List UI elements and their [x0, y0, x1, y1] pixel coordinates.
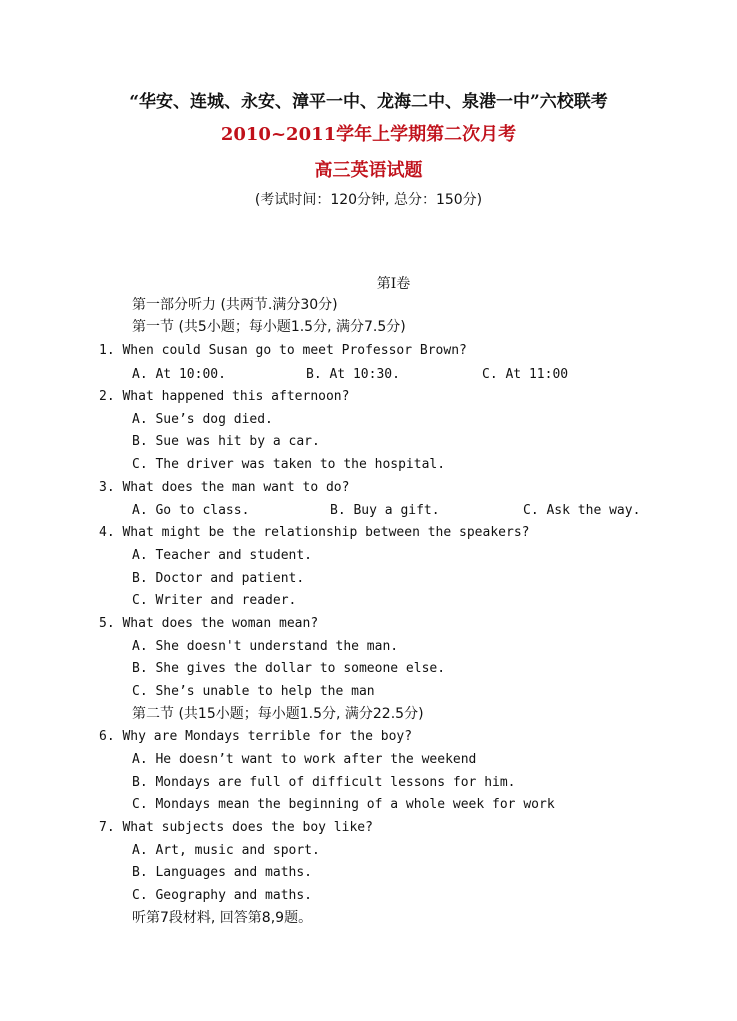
question-3: 3. What does the man want to do? — [99, 480, 350, 495]
q1-option-b: B. At 10:30. — [306, 367, 400, 382]
q4-option-b: B. Doctor and patient. — [132, 571, 305, 586]
q7-option-c: C. Geography and maths. — [132, 888, 313, 903]
q6-option-c: C. Mondays mean the beginning of a whole week for work — [132, 797, 555, 812]
q4-option-a: A. Teacher and student. — [132, 548, 313, 563]
q5-option-b: B. She gives the dollar to someone else. — [132, 661, 446, 676]
question-1: 1. When could Susan go to meet Professor Brown? — [99, 343, 467, 358]
q1-option-c: C. At 11:00 — [482, 367, 569, 382]
q2-option-b: B. Sue was hit by a car. — [132, 434, 320, 449]
question-4: 4. What might be the relationship between the speakers? — [99, 525, 530, 540]
q3-option-c: C. Ask the way. — [523, 503, 641, 518]
q5-option-c: C. She’s unable to help the man — [132, 684, 375, 699]
question-6: 6. Why are Mondays terrible for the boy? — [99, 729, 413, 744]
question-7: 7. What subjects does the boy like? — [99, 820, 373, 835]
section1-title: 第一节 (共5小题；每小题1.5分, 满分7.5分) — [132, 319, 406, 335]
q3-option-a: A. Go to class. — [132, 503, 250, 518]
volume-label: 第I卷 — [376, 276, 411, 292]
q7-option-b: B. Languages and maths. — [132, 865, 313, 880]
q2-option-c: C. The driver was taken to the hospital. — [132, 457, 446, 472]
part1-title: 第一部分听力 (共两节.满分30分) — [132, 297, 338, 313]
exam-schools-title: “华安、连城、永安、漳平一中、龙海二中、泉港一中”六校联考 — [129, 92, 608, 112]
listening-note: 听第7段材料, 回答第8,9题。 — [132, 910, 313, 926]
exam-info: (考试时间：120分钟, 总分：150分) — [254, 192, 483, 208]
q1-option-a: A. At 10:00. — [132, 367, 226, 382]
q7-option-a: A. Art, music and sport. — [132, 843, 320, 858]
q5-option-a: A. She doesn't understand the man. — [132, 639, 399, 654]
section2-title: 第二节 (共15小题；每小题1.5分, 满分22.5分) — [132, 706, 424, 722]
question-5: 5. What does the woman mean? — [99, 616, 319, 631]
exam-subject-title: 高三英语试题 — [314, 160, 423, 181]
q2-option-a: A. Sue’s dog died. — [132, 412, 273, 427]
q4-option-c: C. Writer and reader. — [132, 593, 297, 608]
exam-term-title: 2010~2011学年上学期第二次月考 — [220, 124, 517, 145]
question-2: 2. What happened this afternoon? — [99, 389, 350, 404]
q3-option-b: B. Buy a gift. — [330, 503, 440, 518]
q6-option-b: B. Mondays are full of difficult lessons for him. — [132, 775, 516, 790]
q6-option-a: A. He doesn’t want to work after the weekend — [132, 752, 477, 767]
